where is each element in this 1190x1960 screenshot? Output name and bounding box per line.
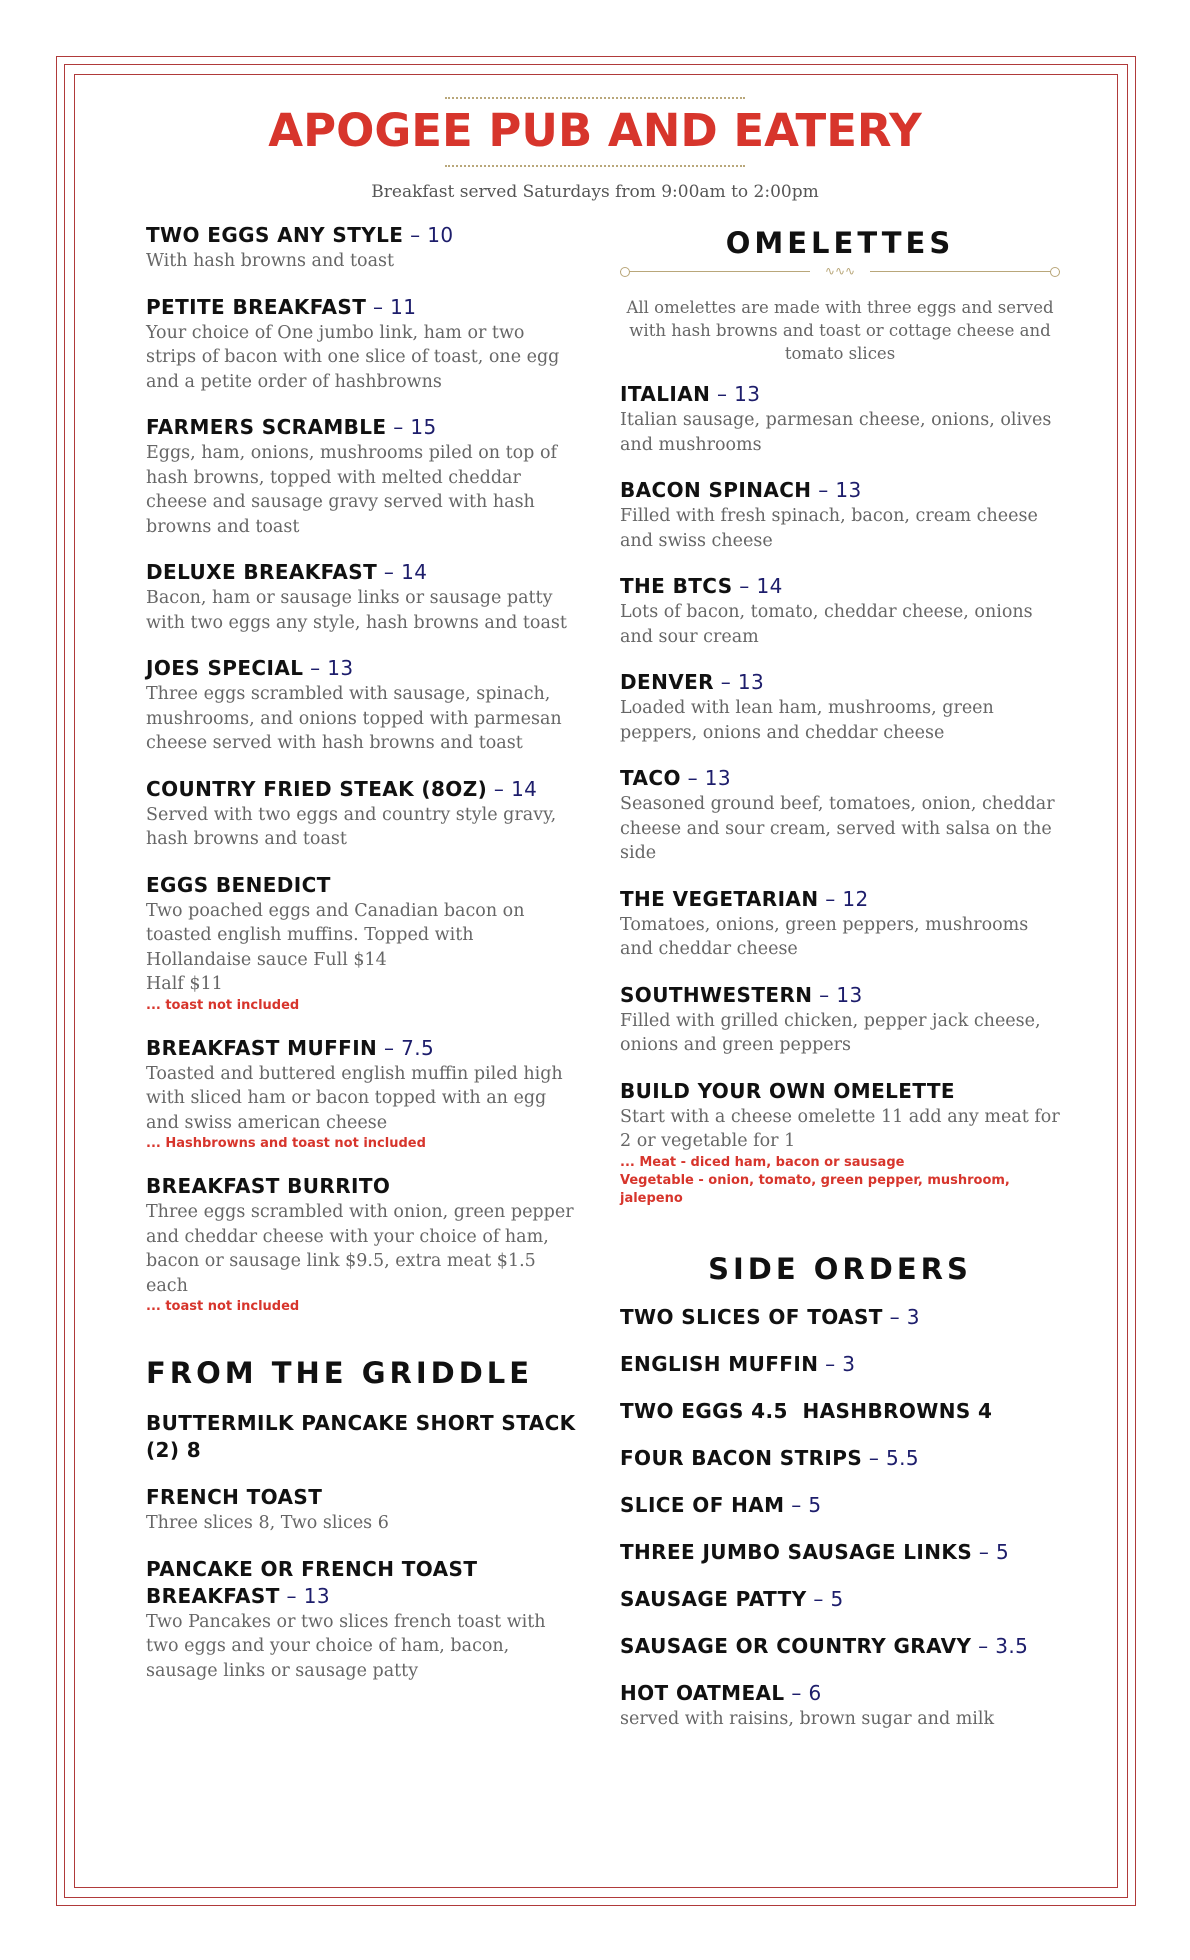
item-name: PANCAKE OR FRENCH TOAST BREAKFAST [146, 1556, 478, 1608]
menu-item [620, 765, 1060, 866]
item-name: TWO EGGS ANY STYLE [146, 223, 404, 247]
side-item [620, 1539, 1060, 1566]
item-price: – 15 [386, 415, 437, 439]
item-name: TACO [620, 766, 681, 790]
item-price: – 10 [403, 223, 454, 247]
item-price: – 5 [784, 1492, 822, 1517]
left-column [146, 222, 576, 1703]
menu-item [146, 872, 576, 1015]
item-name: DENVER [620, 670, 714, 694]
item-name: BUTTERMILK PANCAKE SHORT STACK (2) 8 [146, 1411, 576, 1462]
item-price: – 3 [818, 1351, 856, 1376]
omelettes-intro: All omelettes are made with three eggs and served with hash browns and toast or cottage cheese and tomato slices [626, 298, 1054, 363]
item-name: COUNTRY FRIED STEAK (8OZ) [146, 776, 488, 801]
item-name: THREE JUMBO SAUSAGE LINKS [620, 1539, 973, 1564]
side-item [620, 1445, 1060, 1472]
item-price: – 3 [882, 1304, 920, 1329]
menu-item [146, 1484, 576, 1536]
item-price: – 11 [366, 294, 417, 319]
item-description: Tomatoes, onions, green peppers, mushrooms and cheddar cheese [620, 914, 1029, 959]
item-description: Lots of bacon, tomato, cheddar cheese, onions and sour cream [620, 602, 1033, 647]
menu-item [620, 1078, 1060, 1208]
item-name: SOUTHWESTERN [620, 982, 813, 1007]
menu-item [620, 669, 1060, 745]
item-name: ITALIAN [620, 382, 711, 406]
menu-item [146, 1173, 576, 1316]
item-price: – 5.5 [862, 1445, 920, 1470]
item-price: – 13 [713, 670, 765, 694]
menu-item [620, 477, 1060, 553]
item-note: ... toast not included [146, 1299, 300, 1314]
side-item [620, 1351, 1060, 1378]
item-name: BREAKFAST MUFFIN [146, 1035, 378, 1060]
side-item [620, 1680, 1060, 1732]
item-price: – 14 [377, 560, 428, 584]
item-name: PETITE BREAKFAST [146, 294, 367, 319]
side-item [620, 1304, 1060, 1331]
item-name: THE VEGETARIAN [620, 886, 819, 911]
menu-item [620, 573, 1060, 649]
item-name: DELUXE BREAKFAST [146, 560, 378, 584]
item-price: – 7.5 [377, 1035, 435, 1060]
griddle-section-title: FROM THE GRIDDLE [146, 1356, 534, 1390]
title-dots-top [445, 97, 745, 99]
item-description-half: Half $11 [146, 974, 223, 994]
item-name: TWO EGGS 4.5 HASHBROWNS 4 [620, 1398, 993, 1423]
omelettes-section-title: OMELETTES [725, 226, 955, 260]
item-price: – 6 [784, 1680, 822, 1705]
item-description: Three eggs scrambled with onion, green pepper and cheddar cheese with your choice of ham, bacon or sausage link $9.5, extra meat $1.5 each [146, 1202, 574, 1296]
item-price: – 13 [680, 766, 732, 790]
item-description: Served with two eggs and country style gravy, hash browns and toast [146, 804, 557, 849]
item-description: Two Pancakes or two slices french toast with two eggs and your choice of ham, bacon, sausage links or sausage patty [146, 1611, 546, 1681]
item-name: EGGS BENEDICT [146, 872, 331, 897]
item-price: – 14 [732, 574, 783, 598]
item-name: SLICE OF HAM [620, 1492, 785, 1517]
right-column [620, 222, 1060, 1751]
item-description: Filled with grilled chicken, pepper jack cheese, onions and green peppers [620, 1010, 1041, 1055]
side-item [620, 1586, 1060, 1613]
item-description: Filled with fresh spinach, bacon, cream cheese and swiss cheese [620, 506, 1038, 551]
item-price: – 12 [818, 886, 869, 911]
item-description: Your choice of One jumbo link, ham or two strips of bacon with one slice of toast, one egg and a petite order of hashbrowns [146, 322, 560, 392]
item-price: – 14 [487, 776, 538, 801]
menu-item [146, 1035, 576, 1154]
menu-item [146, 655, 576, 756]
item-name: ENGLISH MUFFIN [620, 1351, 819, 1376]
menu-item [146, 222, 576, 274]
item-price: – 5 [972, 1539, 1010, 1564]
item-description: Seasoned ground beef, tomatoes, onion, cheddar cheese and sour cream, served with salsa on the side [620, 794, 1055, 863]
flourish-divider: ∿∿∿ [620, 264, 1060, 280]
item-note: ... Hashbrowns and toast not included [146, 1136, 426, 1151]
side-item [620, 1398, 1060, 1425]
item-name: TWO SLICES OF TOAST [620, 1304, 883, 1329]
menu-item [146, 1556, 576, 1684]
item-name: SAUSAGE OR COUNTRY GRAVY [620, 1633, 972, 1658]
item-name: JOES SPECIAL [146, 656, 304, 680]
menu-item [146, 294, 576, 395]
menu-item [146, 1410, 576, 1464]
item-description: served with raisins, brown sugar and milk [620, 1708, 995, 1729]
item-description: Start with a cheese omelette 11 add any meat for 2 or vegetable for 1 [620, 1106, 1060, 1151]
item-description: Italian sausage, parmesan cheese, onions, olives and mushrooms [620, 410, 1052, 455]
item-price: – 13 [710, 382, 761, 406]
item-description: Toasted and buttered english muffin piled high with sliced ham or bacon topped with an egg and swiss american cheese [146, 1063, 563, 1133]
side-orders-section-title: SIDE ORDERS [708, 1251, 972, 1286]
item-name: FARMERS SCRAMBLE [146, 415, 387, 439]
item-name: HOT OATMEAL [620, 1680, 785, 1705]
item-name: BACON SPINACH [620, 478, 812, 502]
item-note-vegetables: Vegetable - onion, tomato, green pepper, mushroom, jalepeno [620, 1172, 1010, 1206]
item-note: ... Meat - diced ham, bacon or sausage [620, 1154, 905, 1170]
item-price: – 13 [303, 656, 354, 680]
item-description: Two poached eggs and Canadian bacon on toasted english muffins. Topped with Hollandaise sauce Full $14 [146, 900, 525, 970]
item-description: Loaded with lean ham, mushrooms, green peppers, onions and cheddar cheese [620, 698, 994, 743]
title-dots-bottom [445, 165, 745, 167]
menu-item [620, 886, 1060, 962]
item-name: BUILD YOUR OWN OMELETTE [620, 1078, 955, 1103]
item-price: – 3.5 [971, 1633, 1029, 1658]
item-price: – 13 [279, 1583, 330, 1608]
item-name: BREAKFAST BURRITO [146, 1174, 391, 1198]
item-price: – 13 [812, 982, 863, 1007]
item-description: Three slices 8, Two slices 6 [146, 1513, 389, 1533]
side-item [620, 1492, 1060, 1519]
item-name: FRENCH TOAST [146, 1485, 323, 1509]
side-item [620, 1633, 1060, 1660]
item-description: Eggs, ham, onions, mushrooms piled on top of hash browns, topped with melted cheddar cheese and sausage gravy served with hash browns and toast [146, 443, 557, 537]
item-price: – 13 [811, 478, 862, 502]
item-price: – 5 [806, 1586, 844, 1611]
item-name: SAUSAGE PATTY [620, 1586, 807, 1611]
item-description: Three eggs scrambled with sausage, spinach, mushrooms, and onions topped with parmesan cheese served with hash browns and toast [146, 684, 562, 753]
item-note: ... toast not included [146, 997, 300, 1013]
menu-item [146, 559, 576, 635]
menu-item [146, 776, 576, 852]
breakfast-hours: Breakfast served Saturdays from 9:00am to 2:00pm [371, 182, 819, 202]
menu-item [620, 381, 1060, 457]
item-description: Bacon, ham or sausage links or sausage patty with two eggs any style, hash browns and toast [146, 588, 567, 633]
menu-item [146, 414, 576, 539]
restaurant-title: APOGEE PUB AND EATERY [268, 104, 922, 157]
item-name: FOUR BACON STRIPS [620, 1445, 863, 1470]
menu-item [620, 982, 1060, 1058]
item-description: With hash browns and toast [146, 251, 395, 271]
item-name: THE BTCS [620, 574, 733, 598]
